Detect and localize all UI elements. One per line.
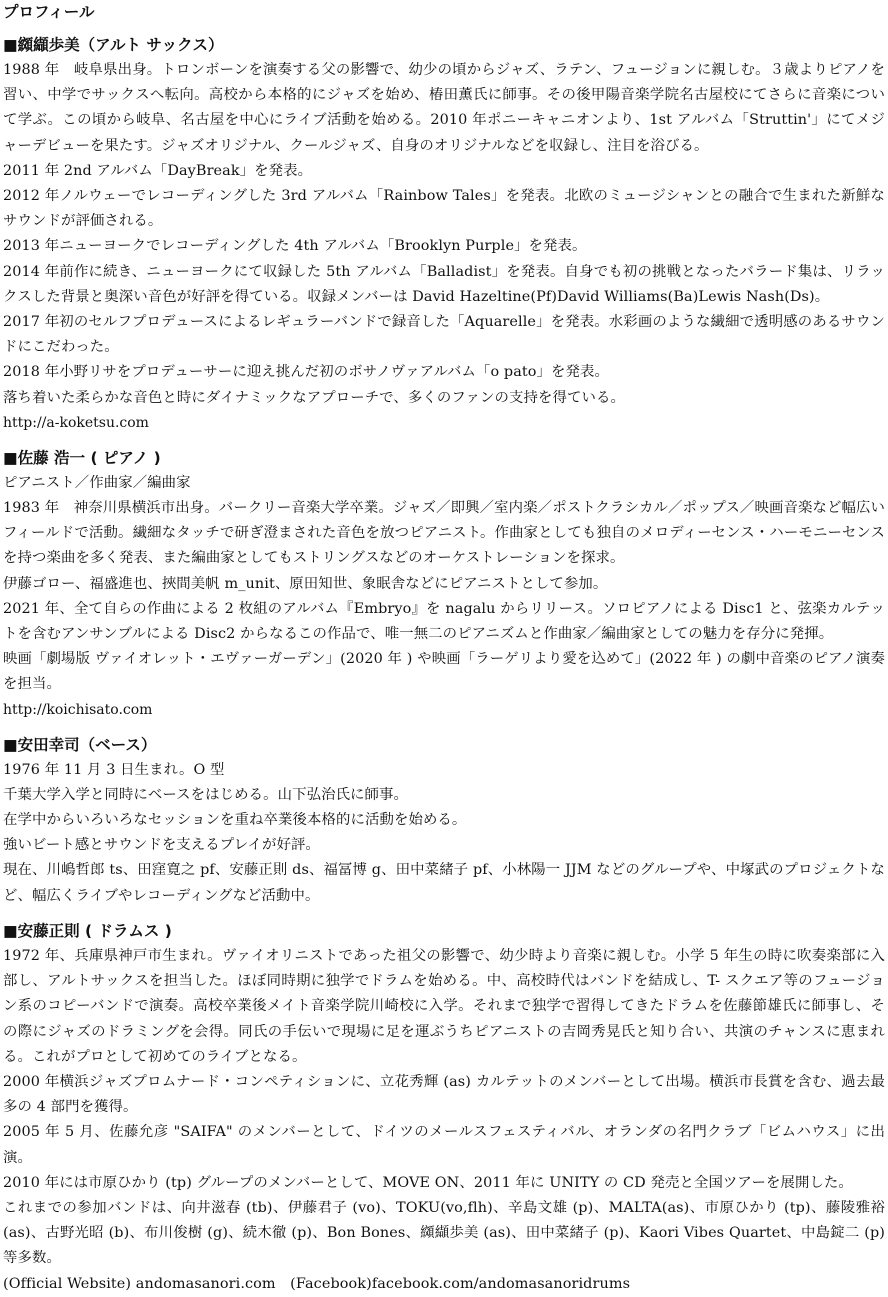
section-paragraph: 2018 年小野リサをプロデューサーに迎え挑んだ初のボサノヴァアルバム「o pato」を発表。 (3, 364, 609, 381)
section-paragraph: 2021 年、全て自らの作曲による 2 枚組のアルバム『Embryo』を nagalu からリリース。ソロピアノによる Disc1 と、弦楽カルテットを含むアンサンブルによる Disc2 からなるこの作品で、唯一無二のピアニズムと作曲家／編曲家としての魅力を存分に発揮。 (3, 600, 885, 643)
section-paragraph: 2011 年 2nd アルバム「DayBreak」を発表。 (3, 162, 313, 179)
profile-section (3, 919, 885, 1297)
section-paragraph: これまでの参加バンドは、向井滋春 (tb)、伊藤君子 (vo)、TOKU(vo,flh)、辛島文雄 (p)、MALTA(as)、市原ひかり (tp)、藤陵雅裕 (as)、古野光昭 (b)、布川俊樹 (g)、続木徹 (p)、Bon Bones、纐纈歩美 (as)、田中菜緒子 (p)、Kaori Vibes Quartet、中島錠二 (p) 等多数。 (3, 1199, 885, 1267)
section-paragraph: 強いビート感とサウンドを支えるプレイが好評。 (3, 837, 320, 854)
section-paragraph: 2005 年 5 月、佐藤允彦 "SAIFA" のメンバーとして、ドイツのメールスフェスティバル、オランダの名門クラブ「ビムハウス」に出演。 (3, 1124, 885, 1166)
section-paragraph: 2017 年初のセルフプロデュースによるレギュラーバンドで録音した「Aquarelle」を発表。水彩画のような繊細で透明感のあるサウンドにこだわった。 (3, 314, 885, 356)
section-paragraph: 2013 年ニューヨークでレコーディングした 4th アルバム「Brooklyn Purple」を発表。 (3, 238, 587, 255)
section-heading: ■佐藤 浩一 ( ピアノ ) (3, 448, 161, 467)
section-paragraph: 2010 年には市原ひかり (tp) グループのメンバーとして、MOVE ON、2011 年に UNITY の CD 発売と全国ツアーを展開した。 (3, 1174, 853, 1191)
section-paragraph: 1988 年 岐阜県出身。トロンボーンを演奏する父の影響で、幼少の頃からジャズ、ラテン、フュージョンに親しむ。３歳よりピアノを習い、中学でサックスへ転向。高校から本格的にジャズを始め、椿田薫氏に師事。その後甲陽音楽学院名古屋校にてさらに音楽について学ぶ。この頃から岐阜、名古屋を中心にライブ活動を始める。2010 年ポニーキャニオンより、1st アルバム「Struttin'」にてメジャーデビューを果たす。ジャズオリジナル、クールジャズ、自身のオリジナルなどを収録し、注目を浴びる。 (3, 62, 885, 154)
section-paragraph: 2014 年前作に続き、ニューヨークにて収録した 5th アルバム「Balladist」を発表。自身でも初の挑戦となったバラード集は、リラックスした背景と奥深い音色が好評を得ている。収録メンバーは David Hazeltine(Pf)David Williams(Ba)Lewis Nash(Ds)。 (3, 263, 885, 305)
section-paragraph: 1983 年 神奈川県横浜市出身。バークリー音楽大学卒業。ジャズ／即興／室内楽／ポストクラシカル／ポップス／映画音楽など幅広いフィールドで活動。繊細なタッチで研ぎ澄まされた音色を放つピアニスト。作曲家としても独自のメロディーセンス・ハーモニーセンスを持つ楽曲を多く発表、また編曲家としてもストリングスなどのオーケストレーションを探求。 (3, 500, 885, 567)
section-heading: ■安田幸司（ベース） (3, 735, 157, 754)
profile-sections (3, 33, 885, 1297)
section-paragraph: 千葉大学入学と同時にベースをはじめる。山下弘治氏に師事。 (3, 786, 409, 803)
section-paragraph: ピアニスト／作曲家／編曲家 (3, 474, 191, 491)
section-heading: ■安藤正則 ( ドラムス ) (3, 921, 172, 940)
section-paragraph: 在学中からいろいろなセッションを重ね卒業後本格的に活動を始める。 (3, 812, 467, 829)
section-paragraph: 映画「劇場版 ヴァイオレット・エヴァーガーデン」(2020 年 ) や映画「ラーゲリより愛を込めて」(2022 年 ) の劇中音楽のピアノ演奏を担当。 (3, 651, 885, 693)
website-link[interactable]: http://koichisato.com (3, 701, 153, 718)
section-paragraph: 1976 年 11 月 3 日生まれ。O 型 (3, 761, 225, 778)
section-paragraph: 現在、川嶋哲郎 ts、田窪寛之 pf、安藤正則 ds、福冨博 g、田中菜緒子 pf、小林陽一 JJM などのグループや、中塚武のプロジェクトなど、幅広くライブやレコーディングなど活動中。 (3, 862, 885, 904)
section-paragraph: 伊藤ゴロー、福盛進也、挾間美帆 m_unit、原田知世、象眠舎などにピアニストとして参加。 (3, 575, 608, 592)
section-paragraph: (Official Website) andomasanori.com (Facebook)facebook.com/andomasanoridrums (3, 1275, 631, 1292)
website-link[interactable]: http://a-koketsu.com (3, 414, 149, 431)
section-paragraph: 2000 年横浜ジャズプロムナード・コンペティションに、立花秀輝 (as) カルテットのメンバーとして出場。横浜市長賞を含む、過去最多の 4 部門を獲得。 (3, 1073, 885, 1116)
profile-section (3, 33, 885, 436)
section-paragraph: 落ち着いた柔らかな音色と時にダイナミックなアプローチで、多くのファンの支持を得ている。 (3, 389, 625, 406)
page-title: プロフィール (3, 3, 95, 21)
profile-section (3, 733, 885, 909)
section-paragraph: 1972 年、兵庫県神戸市生まれ。ヴァイオリニストであった祖父の影響で、幼少時より音楽に親しむ。小学 5 年生の時に吹奏楽部に入部し、アルトサックスを担当した。ほぼ同時期に独学でドラムを始める。中、高校時代はバンドを結成し、T- スクエア等のフュージョン系のコピーバンドで演奏。高校卒業後メイト音楽学院川崎校に入学。それまで独学で習得してきたドラムを佐藤節雄氏に師事し、その際にジャズのドラミングを会得。同氏の手伝いで現場に足を運ぶうちピアニストの吉岡秀晃氏と知り合い、共演のチャンスに恵まれる。これがプロとして初めてのライブとなる。 (3, 947, 885, 1065)
section-paragraph: 2012 年ノルウェーでレコーディングした 3rd アルバム「Rainbow Tales」を発表。北欧のミュージシャンとの融合で生まれた新鮮なサウンドが評価される。 (3, 188, 885, 230)
section-heading: ■纐纈歩美（アルト サックス） (3, 36, 224, 54)
profile-section (3, 446, 885, 723)
